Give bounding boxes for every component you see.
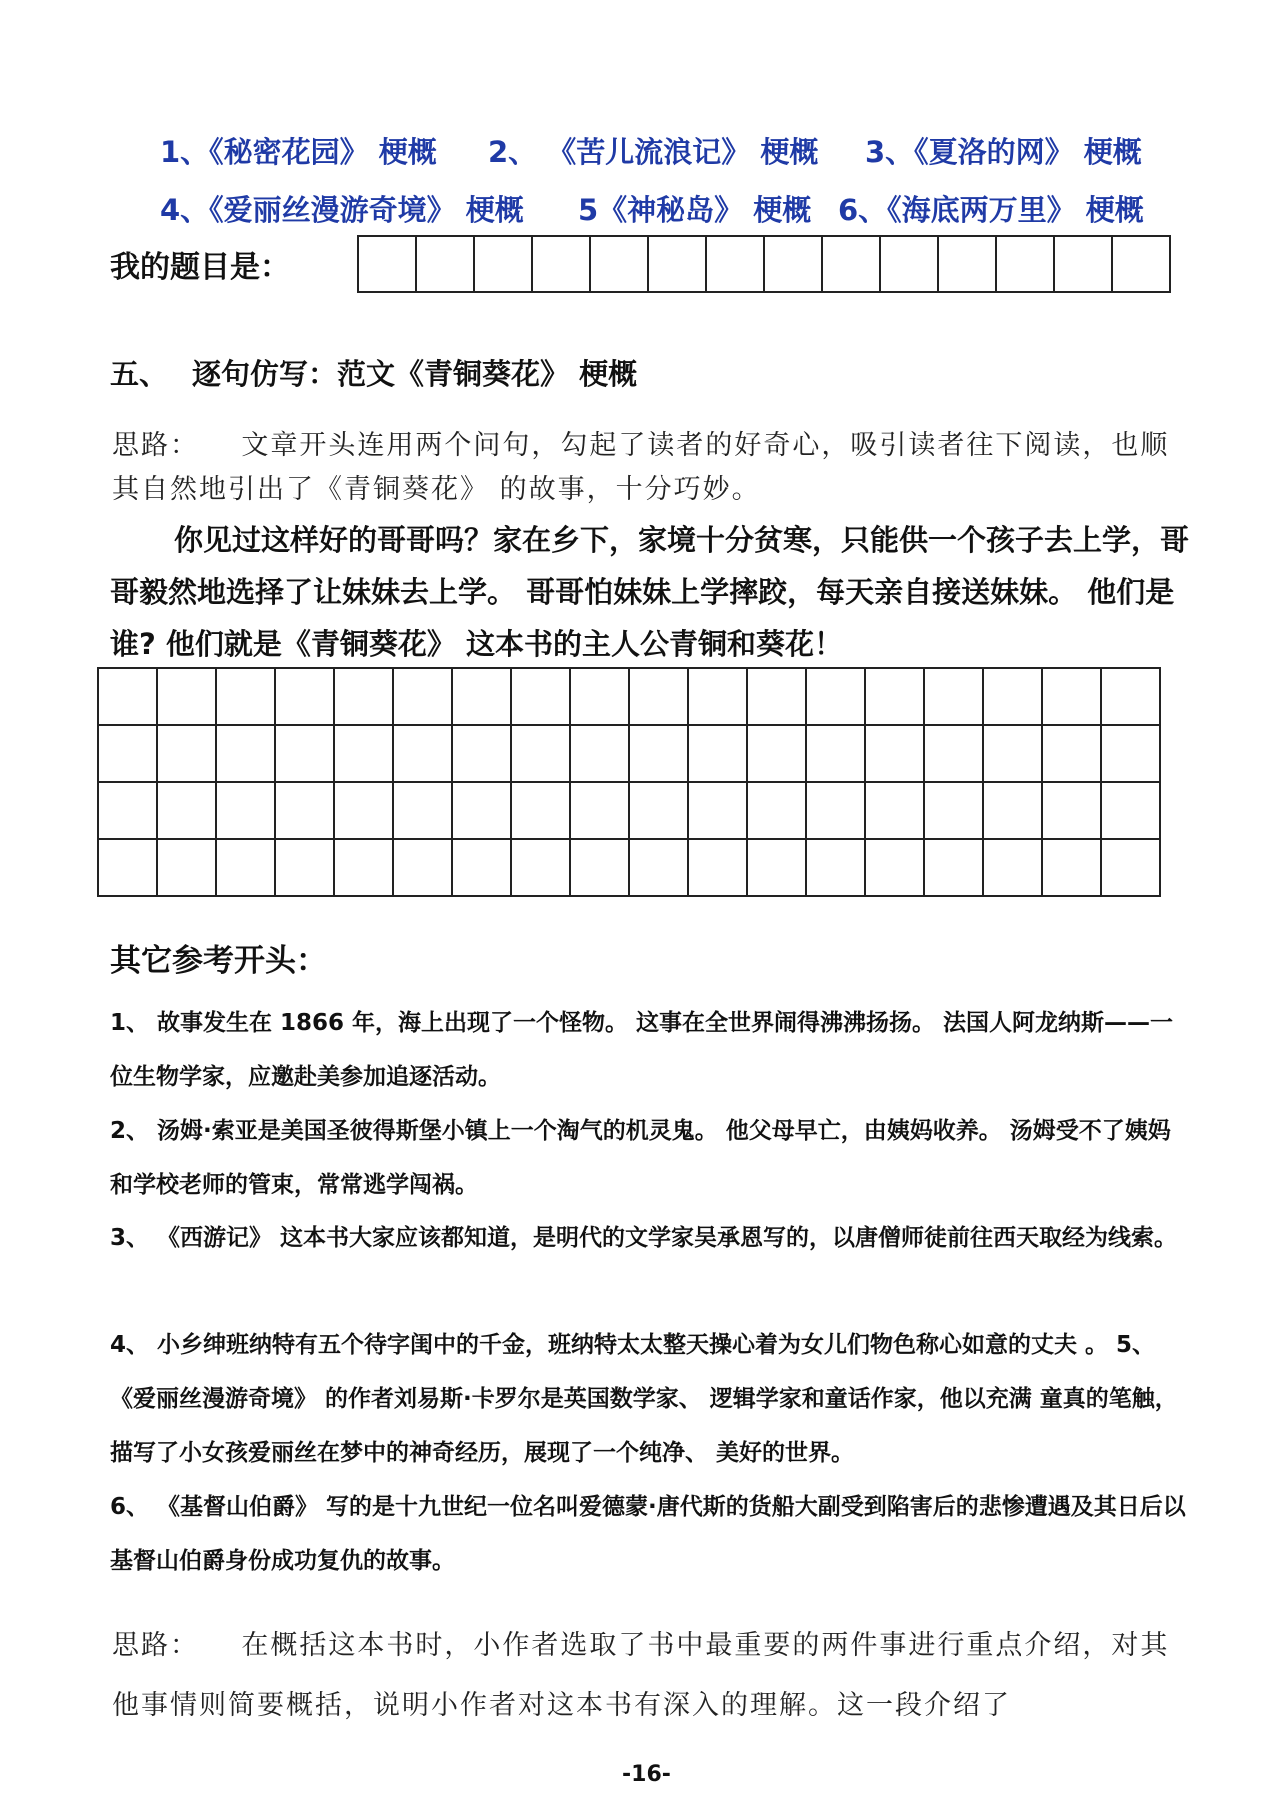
writing-cell[interactable] [452, 725, 511, 782]
writing-cell[interactable] [157, 668, 216, 725]
writing-cell[interactable] [452, 782, 511, 839]
writing-cell[interactable] [98, 725, 157, 782]
opening-6: 6、 《基督山伯爵》 写的是十九世纪一位名叫爱德蒙·唐代斯的货船大副受到陷害后的悲惨遭遇及其日后以基督山伯爵身份成功复仇的故事。 [110, 1494, 1186, 1574]
writing-grid-row [98, 668, 1160, 725]
writing-cell[interactable] [924, 839, 983, 896]
writing-cell[interactable] [806, 839, 865, 896]
writing-cell[interactable] [865, 782, 924, 839]
writing-cell[interactable] [865, 839, 924, 896]
topic-item: 3、《夏洛的网》 梗概 [865, 135, 1142, 169]
idea-text: 文章开头连用两个问句，勾起了读者的好奇心，吸引读者往下阅读，也顺其自然地引出了《青铜葵花》 的故事，十分巧妙。 [112, 430, 1170, 505]
writing-cell[interactable] [570, 839, 629, 896]
writing-cell[interactable] [1101, 668, 1160, 725]
writing-cell[interactable] [393, 782, 452, 839]
writing-grid[interactable] [97, 667, 1161, 897]
writing-cell[interactable] [806, 725, 865, 782]
writing-cell[interactable] [98, 782, 157, 839]
writing-cell[interactable] [511, 782, 570, 839]
writing-cell[interactable] [511, 839, 570, 896]
writing-cell[interactable] [570, 782, 629, 839]
writing-cell[interactable] [1042, 668, 1101, 725]
writing-cell[interactable] [1101, 725, 1160, 782]
writing-cell[interactable] [747, 668, 806, 725]
writing-cell[interactable] [1042, 725, 1101, 782]
writing-cell[interactable] [983, 839, 1042, 896]
writing-cell[interactable] [629, 668, 688, 725]
opening-1: 1、 故事发生在 1866 年，海上出现了一个怪物。 这事在全世界闹得沸沸扬扬。 法国人阿龙纳斯——一位生物学家，应邀赴美参加追逐活动。 [110, 1010, 1174, 1090]
writing-cell[interactable] [334, 668, 393, 725]
section-heading: 逐句仿写：范文《青铜葵花》 梗概 [192, 357, 638, 391]
writing-cell[interactable] [865, 725, 924, 782]
writing-cell[interactable] [334, 725, 393, 782]
topic-item: 6、《海底两万里》 梗概 [838, 193, 1144, 227]
writing-cell[interactable] [452, 668, 511, 725]
model-paragraph: 你见过这样好的哥哥吗？家在乡下，家境十分贫寒，只能供一个孩子去上学，哥哥毅然地选择了让妹妹去上学。 哥哥怕妹妹上学摔跤，每天亲自接送妹妹。 他们是谁? 他们就是《青铜葵花》 这本书的主人公青铜和葵花！ [110, 523, 1190, 661]
writing-cell[interactable] [865, 668, 924, 725]
writing-cell[interactable] [570, 668, 629, 725]
topic-item: 1、《秘密花园》 梗概 [160, 135, 437, 169]
writing-cell[interactable] [806, 782, 865, 839]
writing-cell[interactable] [216, 668, 275, 725]
writing-cell[interactable] [216, 782, 275, 839]
writing-cell[interactable] [1042, 782, 1101, 839]
writing-cell[interactable] [983, 668, 1042, 725]
writing-cell[interactable] [157, 725, 216, 782]
writing-grid-row [98, 782, 1160, 839]
writing-cell[interactable] [983, 725, 1042, 782]
writing-cell[interactable] [98, 839, 157, 896]
idea-text: 在概括这本书时，小作者选取了书中最重要的两件事进行重点介绍，对其他事情则简要概括，说明小作者对这本书有深入的理解。这一段介绍了 [112, 1630, 1170, 1721]
writing-cell[interactable] [1101, 782, 1160, 839]
writing-cell[interactable] [688, 782, 747, 839]
topic-item: 2、 《苦儿流浪记》 梗概 [488, 135, 819, 169]
writing-cell[interactable] [393, 668, 452, 725]
writing-cell[interactable] [1042, 839, 1101, 896]
writing-cell[interactable] [688, 725, 747, 782]
writing-cell[interactable] [629, 782, 688, 839]
writing-cell[interactable] [688, 839, 747, 896]
writing-cell[interactable] [275, 839, 334, 896]
writing-cell[interactable] [98, 668, 157, 725]
writing-grid-row [98, 725, 1160, 782]
topic-item: 4、《爱丽丝漫游奇境》 梗概 [160, 193, 524, 227]
writing-cell[interactable] [216, 839, 275, 896]
opening-3: 3、 《西游记》 这本书大家应该都知道，是明代的文学家吴承恩写的，以唐僧师徒前往西天取经为线索。 [110, 1225, 1178, 1251]
writing-cell[interactable] [216, 725, 275, 782]
writing-cell[interactable] [629, 725, 688, 782]
writing-cell[interactable] [747, 782, 806, 839]
idea-paragraph-1 [112, 424, 1192, 512]
section-number: 五、 [110, 357, 169, 391]
writing-cell[interactable] [924, 725, 983, 782]
writing-cell[interactable] [275, 668, 334, 725]
writing-grid-row [98, 839, 1160, 896]
writing-cell[interactable] [452, 839, 511, 896]
title-input-grid[interactable] [357, 235, 1171, 293]
writing-cell[interactable] [511, 668, 570, 725]
writing-cell[interactable] [747, 839, 806, 896]
writing-cell[interactable] [275, 725, 334, 782]
opening-2: 2、 汤姆·索亚是美国圣彼得斯堡小镇上一个淘气的机灵鬼。 他父母早亡，由姨妈收养。 汤姆受不了姨妈和学校老师的管束，常常逃学闯祸。 [110, 1118, 1171, 1198]
writing-cell[interactable] [1101, 839, 1160, 896]
writing-cell[interactable] [334, 839, 393, 896]
writing-cell[interactable] [157, 782, 216, 839]
page-number: -16- [622, 1762, 671, 1787]
writing-cell[interactable] [688, 668, 747, 725]
idea-label: 思路： [112, 430, 199, 461]
writing-cell[interactable] [983, 782, 1042, 839]
idea-label: 思路： [112, 1630, 199, 1661]
idea-paragraph-2 [112, 1616, 1192, 1736]
writing-cell[interactable] [275, 782, 334, 839]
topic-item: 5《神秘岛》 梗概 [578, 193, 812, 227]
writing-cell[interactable] [924, 668, 983, 725]
writing-cell[interactable] [157, 839, 216, 896]
other-heading: 其它参考开头： [110, 943, 327, 979]
writing-cell[interactable] [393, 839, 452, 896]
writing-cell[interactable] [393, 725, 452, 782]
opening-4: 4、 小乡绅班纳特有五个待字闺中的千金，班纳特太太整天操心着为女儿们物色称心如意的丈夫 。 5、 《爱丽丝漫游奇境》 的作者刘易斯·卡罗尔是英国数学家、 逻辑学家和童话作家，他以充满 童真的笔触，描写了小女孩爱丽丝在梦中的神奇经历，展现了一个纯净、 美好的世界。 [110, 1332, 1178, 1466]
writing-cell[interactable] [924, 782, 983, 839]
writing-cell[interactable] [747, 725, 806, 782]
title-prompt: 我的题目是： [110, 250, 290, 285]
writing-cell[interactable] [629, 839, 688, 896]
writing-cell[interactable] [334, 782, 393, 839]
writing-cell[interactable] [806, 668, 865, 725]
writing-cell[interactable] [570, 725, 629, 782]
writing-cell[interactable] [511, 725, 570, 782]
